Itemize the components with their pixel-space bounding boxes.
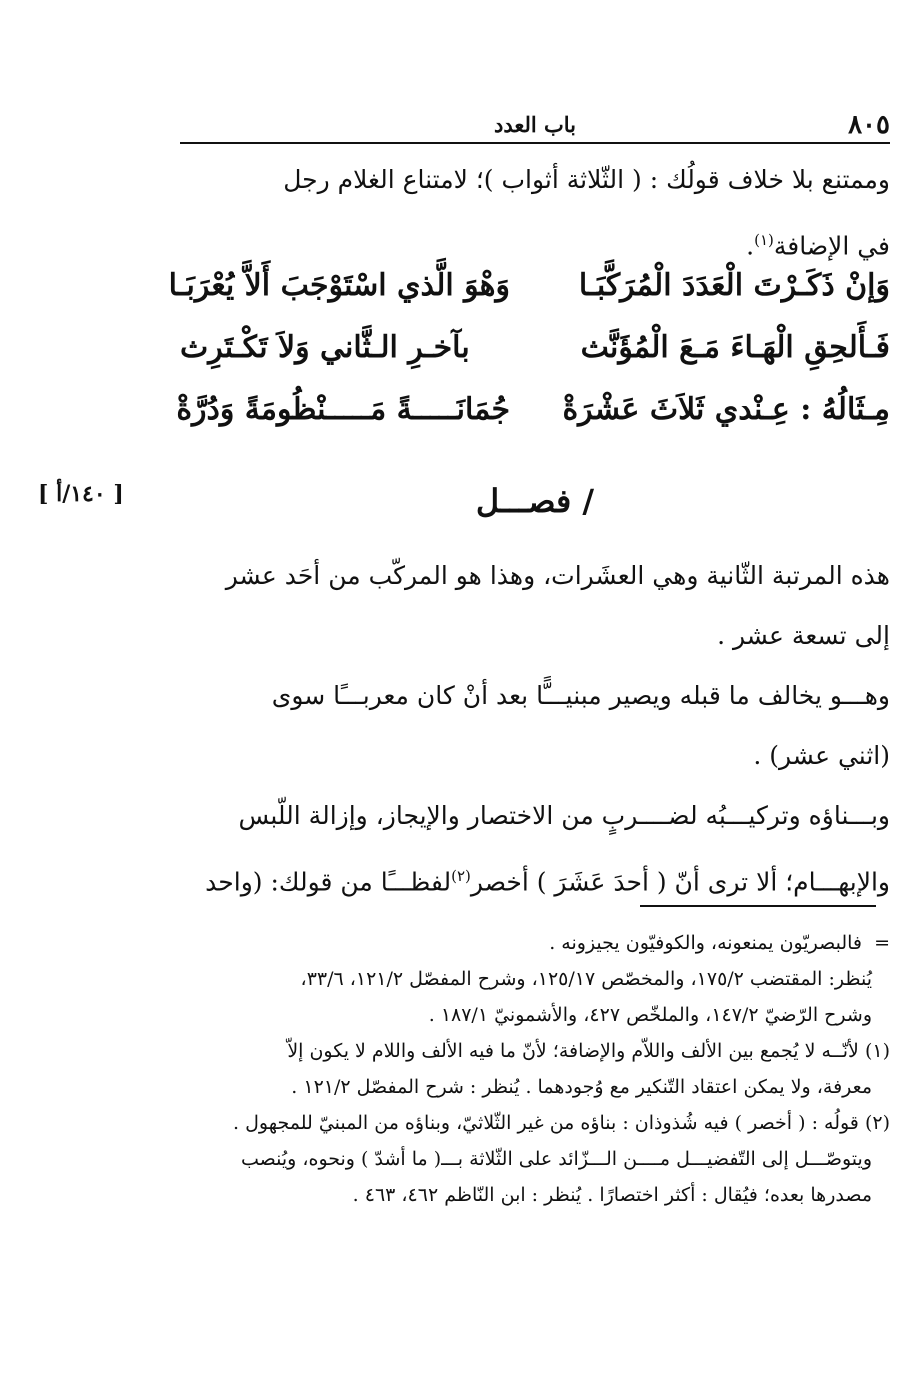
footnote-line: يُنظر: المقتضب ١٧٥/٢، والمخصّص ١٢٥/١٧، وشرح المفصّل ١٢١/٢، ٣٣/٦،	[300, 968, 872, 990]
body-line: هذه المرتبة الثّانية وهي العشَرات، وهذا هو المركّب من أحَد عشر	[225, 561, 890, 590]
body-line: (اثني عشر) .	[753, 741, 890, 770]
body-paragraph-2	[180, 666, 890, 786]
footnote-ref: (٢)	[451, 867, 471, 885]
verse-hemistich-second: جُمَانَـــــةً مَـــــنْظُومَةً وَدُرَّةْ	[176, 392, 510, 427]
body-paragraph-1	[180, 546, 890, 666]
intro-line: في الإضافة$^{(١)}$.	[746, 231, 890, 261]
body-line: والإبهـــام؛ ألا ترى أنّ ( أحدَ عَشَرَ ) أخصر$^{(٢)}$لفظـــًا من قولك: (واحد	[205, 867, 890, 897]
intro-paragraph	[180, 150, 890, 276]
footnote-line: وشرح الرّضيّ ١٤٧/٢، والملخّص ٤٢٧، والأشمونيّ ١٨٧/١ .	[428, 1004, 872, 1026]
verse-hemistich-first: مِـثَالُهُ : عِـنْدي ثَلاَثَ عَشْرَةْ	[562, 392, 890, 427]
running-title: باب العدد	[493, 112, 577, 137]
body-line: وبـــناؤه وتركيـــبُه لضــــربٍ من الاختصار والإيجاز، وإزالة اللّبس	[238, 801, 890, 830]
footnote-number: (٢)	[864, 1112, 890, 1134]
page-number: ٨٠٥	[848, 110, 890, 140]
footnote-continuation	[185, 925, 890, 1033]
footnote-2	[185, 1105, 890, 1213]
footnote-ref: (١)	[754, 231, 774, 249]
manuscript-folio-marker: [ ١٤٠/أ ]	[38, 481, 124, 507]
footnote-separator	[640, 905, 876, 907]
footnote-1	[185, 1033, 890, 1105]
body-line: إلى تسعة عشر .	[717, 621, 890, 650]
footnote-number: (١)	[864, 1040, 890, 1062]
section-heading: / فصـــل	[475, 482, 595, 520]
verse-line	[180, 330, 890, 388]
continuation-mark: =	[874, 932, 890, 954]
verse-hemistich-first: فَـأَلحِقِ الْهَـاءَ مَـعَ الْمُؤَنَّث	[580, 330, 890, 365]
footnote-line: مصدرها بعده؛ فيُقال : أكثر اختصارًا . يُنظر : ابن النّاظم ٤٦٢، ٤٦٣ .	[352, 1184, 872, 1206]
verse-line	[176, 392, 890, 450]
body-line: وهـــو يخالف ما قبله ويصير مبنيـــًّا بعد أنْ كان معربـــًا سوى	[271, 681, 890, 710]
footnote-line: معرفة، ولا يمكن اعتقاد التّنكير مع وُجودهما . يُنظر : شرح المفصّل ١٢١/٢ .	[291, 1076, 872, 1098]
verse-hemistich-first: وَإنْ ذَكَـرْتَ الْعَدَدَ الْمُرَكَّبَـا	[578, 268, 890, 303]
verse-hemistich-second: وَهْوَ الَّذي اسْتَوْجَبَ أَلاَّ يُعْرَبَـا	[168, 268, 510, 303]
footnote-line: = فالبصريّون يمنعونه، والكوفيّون يجيزونه .	[549, 932, 890, 954]
body-paragraph-3	[180, 786, 890, 912]
intro-line: وممتنع بلا خلاف قولُك : ( الثّلاثة أثواب )؛ لامتناع الغلام رجل	[283, 165, 890, 194]
footnote-line: ويتوصّـــل إلى التّفضيـــل مــــن الـــزّائد على الثّلاثة بـــ( ما أشدّ ) ونحوه، ويُنصب	[240, 1148, 872, 1170]
page-header	[180, 108, 890, 144]
verse-line	[168, 268, 890, 326]
footnote-line: (١) لأنّــه لا يُجمع بين الألف واللاّم والإضافة؛ لأنّ ما فيه الألف واللام لا يكون إلاّ	[287, 1040, 890, 1062]
footnote-line: (٢) قولُه : ( أخصر ) فيه شُذوذان : بناؤه من غير الثّلاثيّ، وبناؤه من المبنيّ للمجهول .	[233, 1112, 890, 1134]
verse-hemistich-second: بآخـرِ الـثَّاني وَلاَ تَكْـتَرِث	[180, 330, 470, 365]
